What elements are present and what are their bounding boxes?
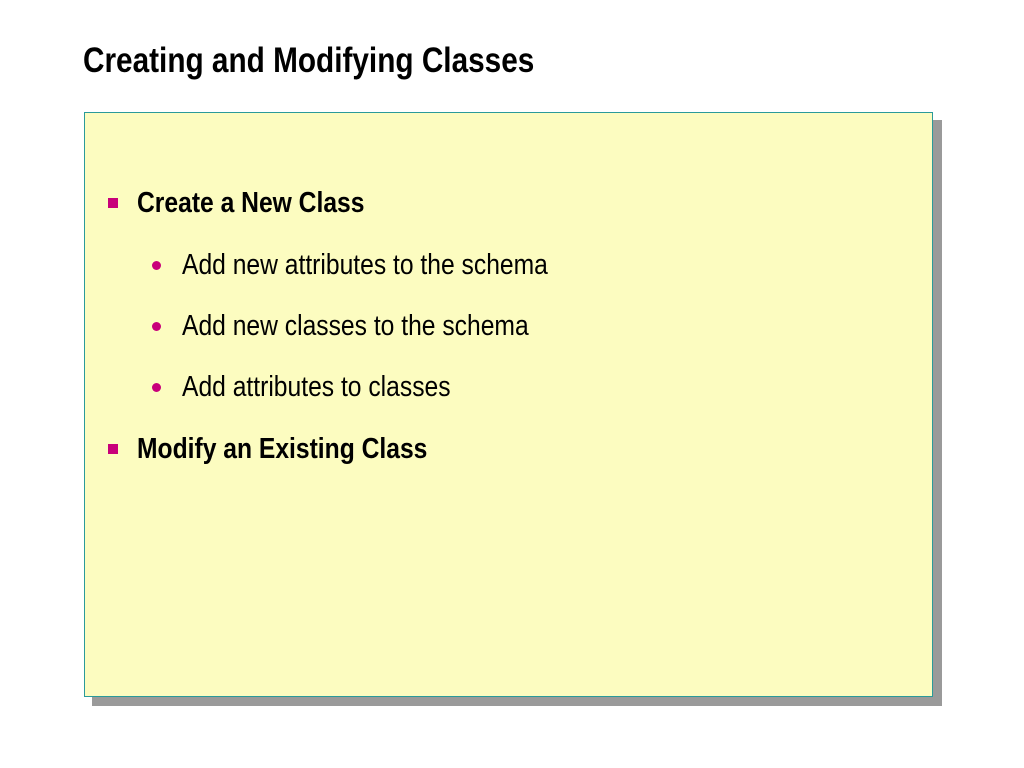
content-panel xyxy=(84,112,933,697)
bullet-text: Modify an Existing Class xyxy=(137,433,428,465)
bullet-list xyxy=(85,113,932,696)
slide-title: Creating and Modifying Classes xyxy=(83,41,535,80)
sub-bullet-text: Add new attributes to the schema xyxy=(182,249,548,281)
sub-bullet-text: Add new classes to the schema xyxy=(182,310,529,342)
sub-bullet-item-add-attributes-to-schema xyxy=(152,246,612,284)
sub-bullet-item-add-attributes-to-classes xyxy=(152,368,498,406)
bullet-text: Create a New Class xyxy=(137,187,365,219)
dot-bullet-icon xyxy=(152,261,161,270)
square-bullet-icon xyxy=(108,198,118,208)
sub-bullet-item-add-classes-to-schema xyxy=(152,307,590,345)
bullet-item-modify-existing-class xyxy=(108,430,479,468)
dot-bullet-icon xyxy=(152,383,161,392)
dot-bullet-icon xyxy=(152,322,161,331)
square-bullet-icon xyxy=(108,444,118,454)
sub-bullet-text: Add attributes to classes xyxy=(182,371,451,403)
bullet-item-create-new-class xyxy=(108,184,405,222)
